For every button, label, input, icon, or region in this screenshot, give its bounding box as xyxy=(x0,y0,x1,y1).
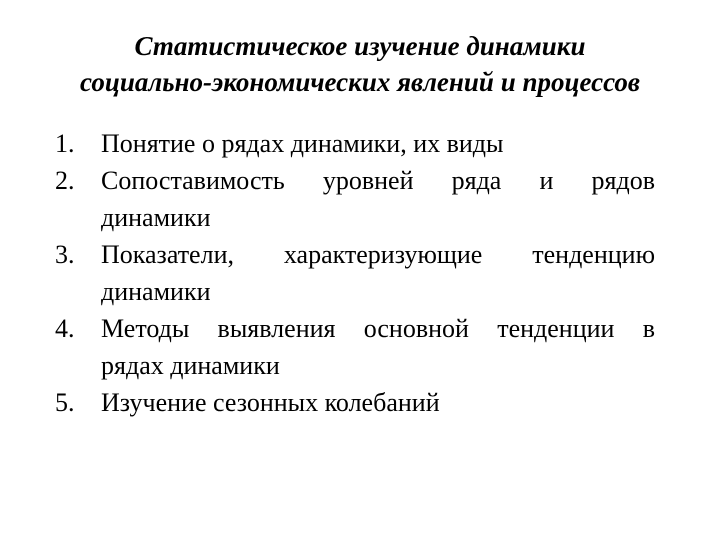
list-item xyxy=(55,310,655,384)
item-text: Методы выявления основной тенденции в xyxy=(101,314,655,343)
list-item xyxy=(55,236,655,310)
item-text-continued: динамики xyxy=(101,277,211,306)
item-number: 5. xyxy=(55,388,75,417)
item-text: Понятие о рядах динамики, их виды xyxy=(101,129,504,158)
item-text-continued: рядах динамики xyxy=(101,351,280,380)
item-number: 4. xyxy=(55,314,75,343)
slide-title xyxy=(40,28,680,100)
item-text: Показатели, характеризующие тенденцию xyxy=(101,240,655,269)
list-item xyxy=(55,384,655,421)
item-number: 2. xyxy=(55,166,75,195)
item-number: 3. xyxy=(55,240,75,269)
topic-list xyxy=(55,125,655,421)
item-text: Изучение сезонных колебаний xyxy=(101,388,440,417)
title-line-2: социально-экономических явлений и процессов xyxy=(80,67,640,97)
title-line-1: Статистическое изучение динамики xyxy=(134,31,586,61)
item-number: 1. xyxy=(55,129,75,158)
list-item xyxy=(55,125,655,162)
list-item xyxy=(55,162,655,236)
item-text-continued: динамики xyxy=(101,203,211,232)
item-text: Сопоставимость уровней ряда и рядов xyxy=(101,166,655,195)
